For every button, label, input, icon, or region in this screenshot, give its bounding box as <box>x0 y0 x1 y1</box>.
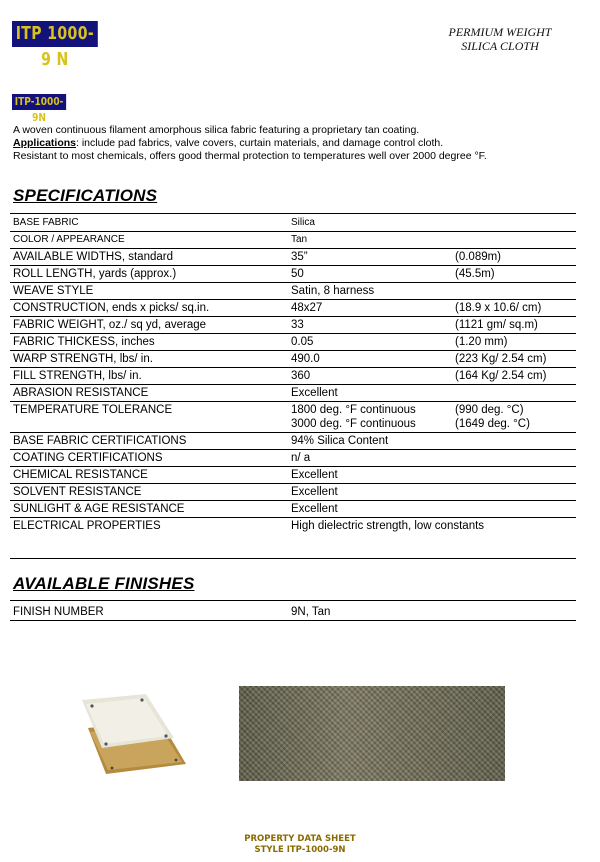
spec-label: SUNLIGHT & AGE RESISTANCE <box>10 501 288 518</box>
spec-label: TEMPERATURE TOLERANCE <box>10 402 288 433</box>
specifications-top-rule <box>10 213 576 214</box>
spec-label: CHEMICAL RESISTANCE <box>10 467 288 484</box>
spec-value: Satin, 8 harness <box>288 283 452 300</box>
product-description <box>13 124 583 163</box>
product-logo: ITP 1000-9 N <box>12 21 98 47</box>
spec-value: 490.0 <box>288 351 452 368</box>
table-row <box>10 467 576 484</box>
finish-value: 9N, Tan <box>288 604 576 621</box>
spec-value: 35” <box>288 249 452 266</box>
spec-label: BASE FABRIC CERTIFICATIONS <box>10 433 288 450</box>
spec-value-line: 1800 deg. °F continuous <box>291 404 416 416</box>
spec-metric <box>452 501 576 518</box>
spec-label: FABRIC WEIGHT, oz./ sq yd, average <box>10 317 288 334</box>
finishes-table <box>10 604 576 621</box>
spec-value: Excellent <box>288 467 452 484</box>
spec-metric <box>452 450 576 467</box>
table-row <box>10 283 576 300</box>
table-row <box>10 232 576 249</box>
table-row <box>10 433 576 450</box>
spec-value: n/ a <box>288 450 452 467</box>
spec-value: 50 <box>288 266 452 283</box>
finish-label: FINISH NUMBER <box>10 604 288 621</box>
spec-label: WEAVE STYLE <box>10 283 288 300</box>
fabric-sample-photo <box>82 694 188 776</box>
description-line: A woven continuous filament amorphous silica fabric featuring a proprietary tan coating. <box>13 124 420 136</box>
applications-text: : include pad fabrics, valve covers, curtain materials, and damage control cloth. <box>76 137 444 149</box>
spec-value: 48x27 <box>288 300 452 317</box>
specifications-bottom-rule <box>10 558 576 559</box>
spec-metric <box>452 232 576 249</box>
table-row <box>10 334 576 351</box>
category-line-2: SILICA CLOTH <box>461 39 539 53</box>
table-row <box>10 402 576 433</box>
spec-label: AVAILABLE WIDTHS, standard <box>10 249 288 266</box>
table-row <box>10 317 576 334</box>
spec-label: SOLVENT RESISTANCE <box>10 484 288 501</box>
spec-metric-line: (1649 deg. °C) <box>455 418 530 430</box>
spec-metric: (18.9 x 10.6/ cm) <box>452 300 576 317</box>
spec-value: 0.05 <box>288 334 452 351</box>
finishes-top-rule <box>10 600 576 601</box>
spec-label: CONSTRUCTION, ends x picks/ sq.in. <box>10 300 288 317</box>
spec-value-line: 3000 deg. °F continuous <box>291 418 416 430</box>
specifications-table <box>10 215 576 534</box>
spec-label: ABRASION RESISTANCE <box>10 385 288 402</box>
table-row <box>10 484 576 501</box>
spec-metric: (1121 gm/ sq.m) <box>452 317 576 334</box>
spec-value: Silica <box>288 215 452 232</box>
spec-label: FILL STRENGTH, lbs/ in. <box>10 368 288 385</box>
spec-value: 360 <box>288 368 452 385</box>
spec-value <box>288 402 452 433</box>
product-code-badge: ITP-1000-9N <box>12 94 66 110</box>
table-row <box>10 518 576 535</box>
spec-metric: (223 Kg/ 2.54 cm) <box>452 351 576 368</box>
table-row <box>10 368 576 385</box>
spec-value: 94% Silica Content <box>288 433 452 450</box>
spec-label: COLOR / APPEARANCE <box>10 232 288 249</box>
spec-metric <box>452 433 576 450</box>
spec-metric: (45.5m) <box>452 266 576 283</box>
table-row <box>10 450 576 467</box>
table-row <box>10 385 576 402</box>
spec-value: Excellent <box>288 501 452 518</box>
footer-line-2: STYLE ITP-1000-9N <box>254 845 346 855</box>
table-row <box>10 300 576 317</box>
spec-label: ELECTRICAL PROPERTIES <box>13 520 161 532</box>
applications-label: Applications <box>13 137 77 149</box>
finishes-heading: AVAILABLE FINISHES <box>13 574 195 593</box>
spec-metric <box>452 484 576 501</box>
table-row <box>10 266 576 283</box>
footer-line-1: PROPERTY DATA SHEET <box>244 834 356 844</box>
document-footer <box>0 834 600 856</box>
applications-line <box>13 137 583 150</box>
spec-label: WARP STRENGTH, lbs/ in. <box>10 351 288 368</box>
product-category <box>430 25 570 53</box>
spec-metric: (1.20 mm) <box>452 334 576 351</box>
spec-metric <box>452 283 576 300</box>
spec-value: High dielectric strength, low constants <box>291 520 485 532</box>
spec-value: Tan <box>288 232 452 249</box>
fabric-weave-closeup-photo <box>239 686 505 781</box>
category-line-1: PERMIUM WEIGHT <box>448 25 552 39</box>
spec-metric <box>452 402 576 433</box>
spec-metric <box>452 467 576 484</box>
spec-metric-line: (990 deg. °C) <box>455 404 524 416</box>
table-row <box>10 249 576 266</box>
spec-label: BASE FABRIC <box>10 215 288 232</box>
resistance-line: Resistant to most chemicals, offers good thermal protection to temperatures well over 2000 degree °F. <box>13 150 487 162</box>
table-row <box>10 215 576 232</box>
spec-label: ROLL LENGTH, yards (approx.) <box>10 266 288 283</box>
spec-label: FABRIC THICKESS, inches <box>10 334 288 351</box>
table-row <box>10 351 576 368</box>
table-row <box>10 604 576 621</box>
spec-metric: (164 Kg/ 2.54 cm) <box>452 368 576 385</box>
specifications-heading: SPECIFICATIONS <box>13 186 158 205</box>
spec-value: 33 <box>288 317 452 334</box>
spec-value: Excellent <box>288 484 452 501</box>
spec-metric <box>452 385 576 402</box>
table-row <box>10 501 576 518</box>
spec-value: Excellent <box>288 385 452 402</box>
spec-metric <box>452 215 576 232</box>
spec-label: COATING CERTIFICATIONS <box>10 450 288 467</box>
spec-metric: (0.089m) <box>452 249 576 266</box>
